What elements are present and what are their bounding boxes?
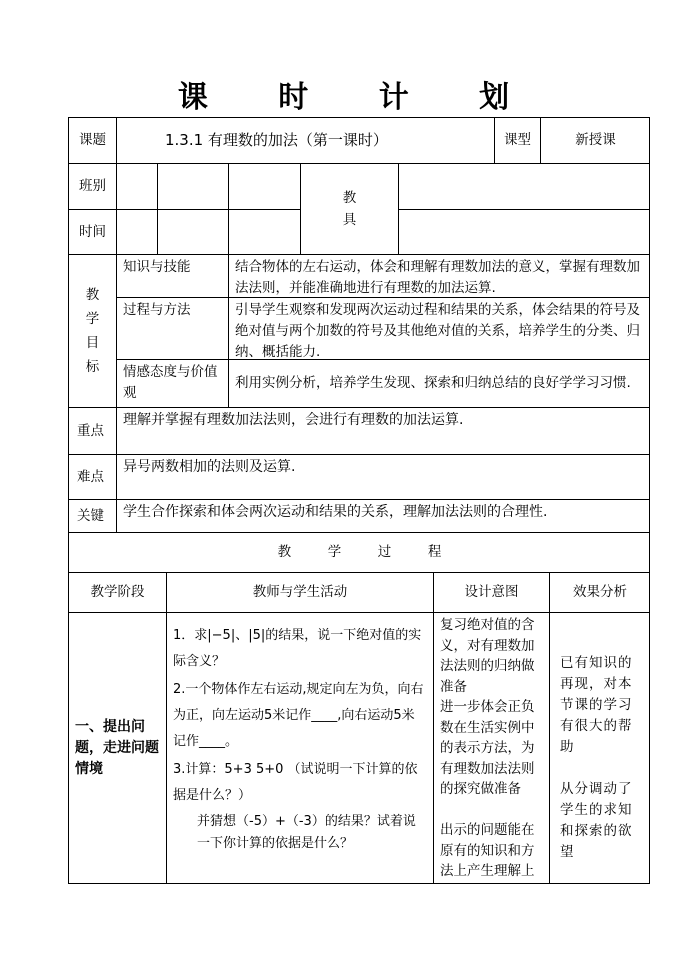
activity-item: 2.一个物体作左右运动,规定向左为负，向右为正，向左运动5米记作____,向右运动5米记作____。 <box>173 682 424 749</box>
objective-text-process: 引导学生观察和发现两次运动过程和结果的关系，体会结果的符号及绝对值与两个加数的符号及其他绝对值的关系，培养学生的分类、归纳、概括能力. <box>228 297 650 359</box>
class-cell-1 <box>116 163 157 209</box>
time-cell-1 <box>116 209 157 254</box>
key-points-label: 重点 <box>68 407 116 454</box>
crux-text: 学生合作探索和体会两次运动和结果的关系，理解加法法则的合理性. <box>116 499 650 532</box>
stage-activities <box>166 612 433 884</box>
header-intent: 设计意图 <box>433 572 549 612</box>
time-cell-2 <box>157 209 228 254</box>
process-title: 教 学 过 程 <box>68 532 650 572</box>
crux-label: 关键 <box>68 499 116 532</box>
topic-label: 课题 <box>68 117 116 163</box>
page-title: 课 时 计 划 <box>177 80 540 115</box>
difficulty-text: 异号两数相加的法则及运算. <box>116 454 650 499</box>
class-cell-3 <box>228 163 300 209</box>
stage-effect: 已有知识的再现，对本节课的学习有很大的帮助 从分调动了学生的求知和探索的欲望 <box>549 612 650 884</box>
class-cell-2 <box>157 163 228 209</box>
header-effect: 效果分析 <box>549 572 650 612</box>
time-label: 时间 <box>68 209 116 254</box>
class-label: 班别 <box>68 163 116 209</box>
topic-value: 1.3.1 有理数的加法（第一课时） <box>116 117 494 163</box>
objective-name-process: 过程与方法 <box>116 297 228 359</box>
objectives-label: 教 学 目 标 <box>68 254 116 407</box>
key-points-text: 理解并掌握有理数加法法则，会进行有理数的加法运算. <box>116 407 650 454</box>
difficulty-label: 难点 <box>68 454 116 499</box>
activity-item: 并猜想（-5）+（-3）的结果？试着说一下你计算的依据是什么？ <box>197 814 416 851</box>
header-activities: 教师与学生活动 <box>166 572 433 612</box>
type-label: 课型 <box>494 117 540 163</box>
objective-name-attitude: 情感态度与价值观 <box>116 359 228 407</box>
time-cell-3 <box>228 209 300 254</box>
activity-item: 1．求|−5|、|5|的结果，说一下绝对值的实际含义？ <box>173 628 422 669</box>
objective-text-attitude: 利用实例分析，培养学生发现、探索和归纳总结的良好学学习习惯. <box>228 359 650 407</box>
tools-cell-2 <box>398 209 650 254</box>
stage-name: 一、提出问题，走进问题情境 <box>68 612 166 884</box>
stage-intent: 复习绝对值的含义，对有理数加法法则的归纳做准备 进一步体会正负数在生活实例中的表示方法，为有理数加法法则的探究做准备 出示的问题能在原有的知识和方法上产生理解上 <box>433 612 549 884</box>
objective-text-knowledge: 结合物体的左右运动，体会和理解有理数加法的意义，掌握有理数加法法则，并能准确地进行有理数的加法运算. <box>228 254 650 297</box>
type-value: 新授课 <box>540 117 650 163</box>
tools-cell-1 <box>398 163 650 209</box>
header-stage: 教学阶段 <box>68 572 166 612</box>
activity-item: 3.计算：5+3 5+0 （试说明一下计算的依据是什么？） <box>173 762 418 803</box>
tools-label: 教 具 <box>300 163 398 254</box>
objective-name-knowledge: 知识与技能 <box>116 254 228 297</box>
